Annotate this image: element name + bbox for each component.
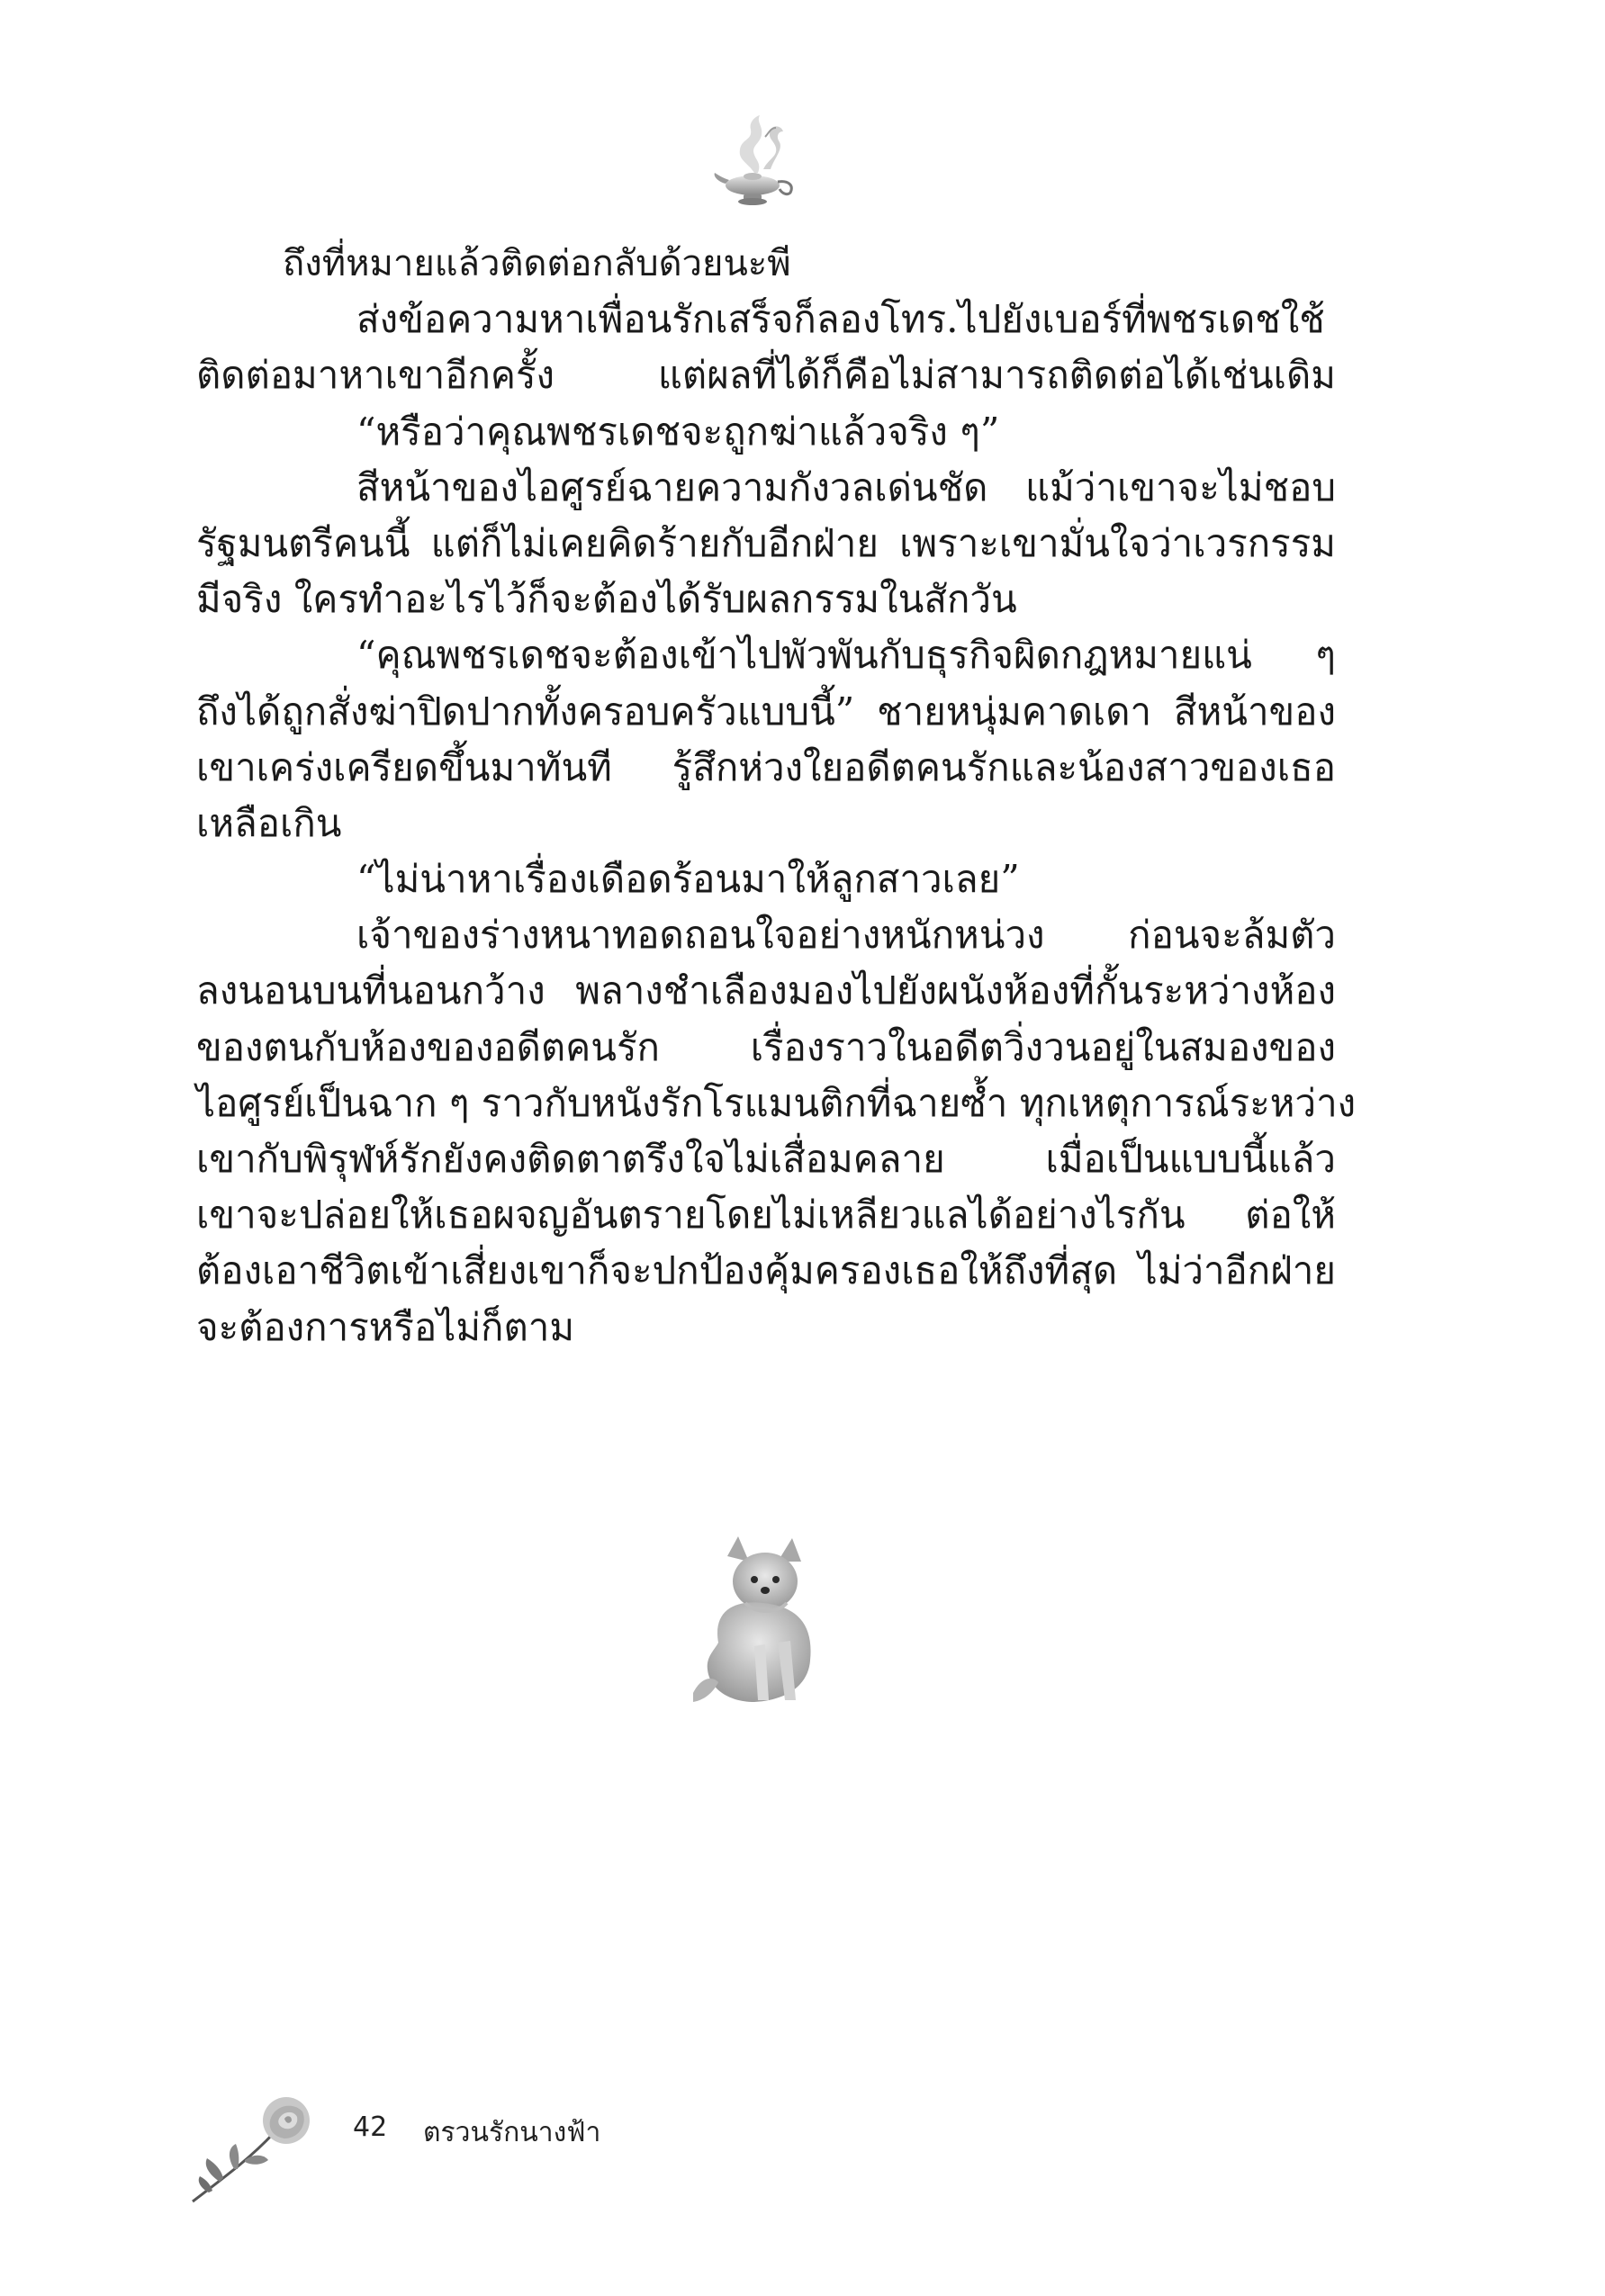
page-footer [187, 2088, 727, 2205]
lamp-icon [711, 110, 801, 209]
text-line: ของตนกับห้องของอดีตคนรัก เรื่องราวในอดีตวิ่งวนอยู่ในสมองของ [196, 1024, 1336, 1069]
text-line: ไอศูรย์เป็นฉาก ๆ ราวกับหนังรักโรแมนติกที่ฉายซ้ำ ทุกเหตุการณ์ระหว่าง [196, 1080, 1357, 1125]
text-line: มีจริง ใครทำอะไรไว้ก็จะต้องได้รับผลกรรมในสักวัน [196, 577, 1017, 622]
text-line: “ไม่น่าหาเรื่องเดือดร้อนมาให้ลูกสาวเลย” [356, 857, 1020, 902]
text-line: ลงนอนบนที่นอนกว้าง พลางชำเลืองมองไปยังผนังห้องที่กั้นระหว่างห้อง [196, 968, 1336, 1013]
page-number: 42 [353, 2111, 388, 2143]
text-line: เจ้าของร่างหนาทอดถอนใจอย่างหนักหน่วง ก่อนจะล้มตัว [356, 913, 1336, 958]
rose-icon [187, 2088, 322, 2205]
body-text [196, 236, 1357, 1355]
text-line: เขากับพิรุฬห์รักยังคงติดตาตรึงใจไม่เสื่อมคลาย เมื่อเป็นแบบนี้แล้ว [196, 1137, 1336, 1181]
text-line: “หรือว่าคุณพชรเดชจะถูกฆ่าแล้วจริง ๆ” [356, 409, 1000, 454]
text-line: เขาเคร่งเครียดขึ้นมาทันที รู้สึกห่วงใยอดีตคนรักและน้องสาวของเธอ [196, 744, 1336, 789]
text-line: ติดต่อมาหาเขาอีกครั้ง แต่ผลที่ได้ก็คือไม่สามารถติดต่อได้เช่นเดิม [196, 353, 1336, 398]
text-line: เหลือเกิน [196, 800, 342, 845]
text-line: ส่งข้อความหาเพื่อนรักเสร็จก็ลองโทร.ไปยังเบอร์ที่พชรเดชใช้ [356, 297, 1325, 342]
text-line: ถึงได้ถูกสั่งฆ่าปิดปากทั้งครอบครัวแบบนี้” ชายหนุ่มคาดเดา สีหน้าของ [196, 689, 1336, 734]
text-line: เขาจะปล่อยให้เธอผจญอันตรายโดยไม่เหลียวแลได้อย่างไรกัน ต่อให้ [196, 1193, 1336, 1238]
text-line: สีหน้าของไอศูรย์ฉายความกังวลเด่นชัด แม้ว่าเขาจะไม่ชอบ [356, 464, 1336, 509]
text-line: ต้องเอาชีวิตเข้าเสี่ยงเขาก็จะปกป้องคุ้มครองเธอให้ถึงที่สุด ไม่ว่าอีกฝ่าย [196, 1248, 1336, 1293]
text-line: รัฐมนตรีคนนี้ แต่ก็ไม่เคยคิดร้ายกับอีกฝ่าย เพราะเขามั่นใจว่าเวรกรรม [196, 520, 1336, 565]
text-line: จะต้องการหรือไม่ก็ตาม [196, 1304, 574, 1349]
text-line: ถึงที่หมายแล้วติดต่อกลับด้วยนะพี [283, 243, 791, 284]
dog-icon [691, 1535, 835, 1706]
text-line: “คุณพชรเดชจะต้องเข้าไปพัวพันกับธุรกิจผิดกฎหมายแน่ ๆ [356, 633, 1336, 678]
book-title: ตรวนรักนางฟ้า [423, 2117, 601, 2148]
